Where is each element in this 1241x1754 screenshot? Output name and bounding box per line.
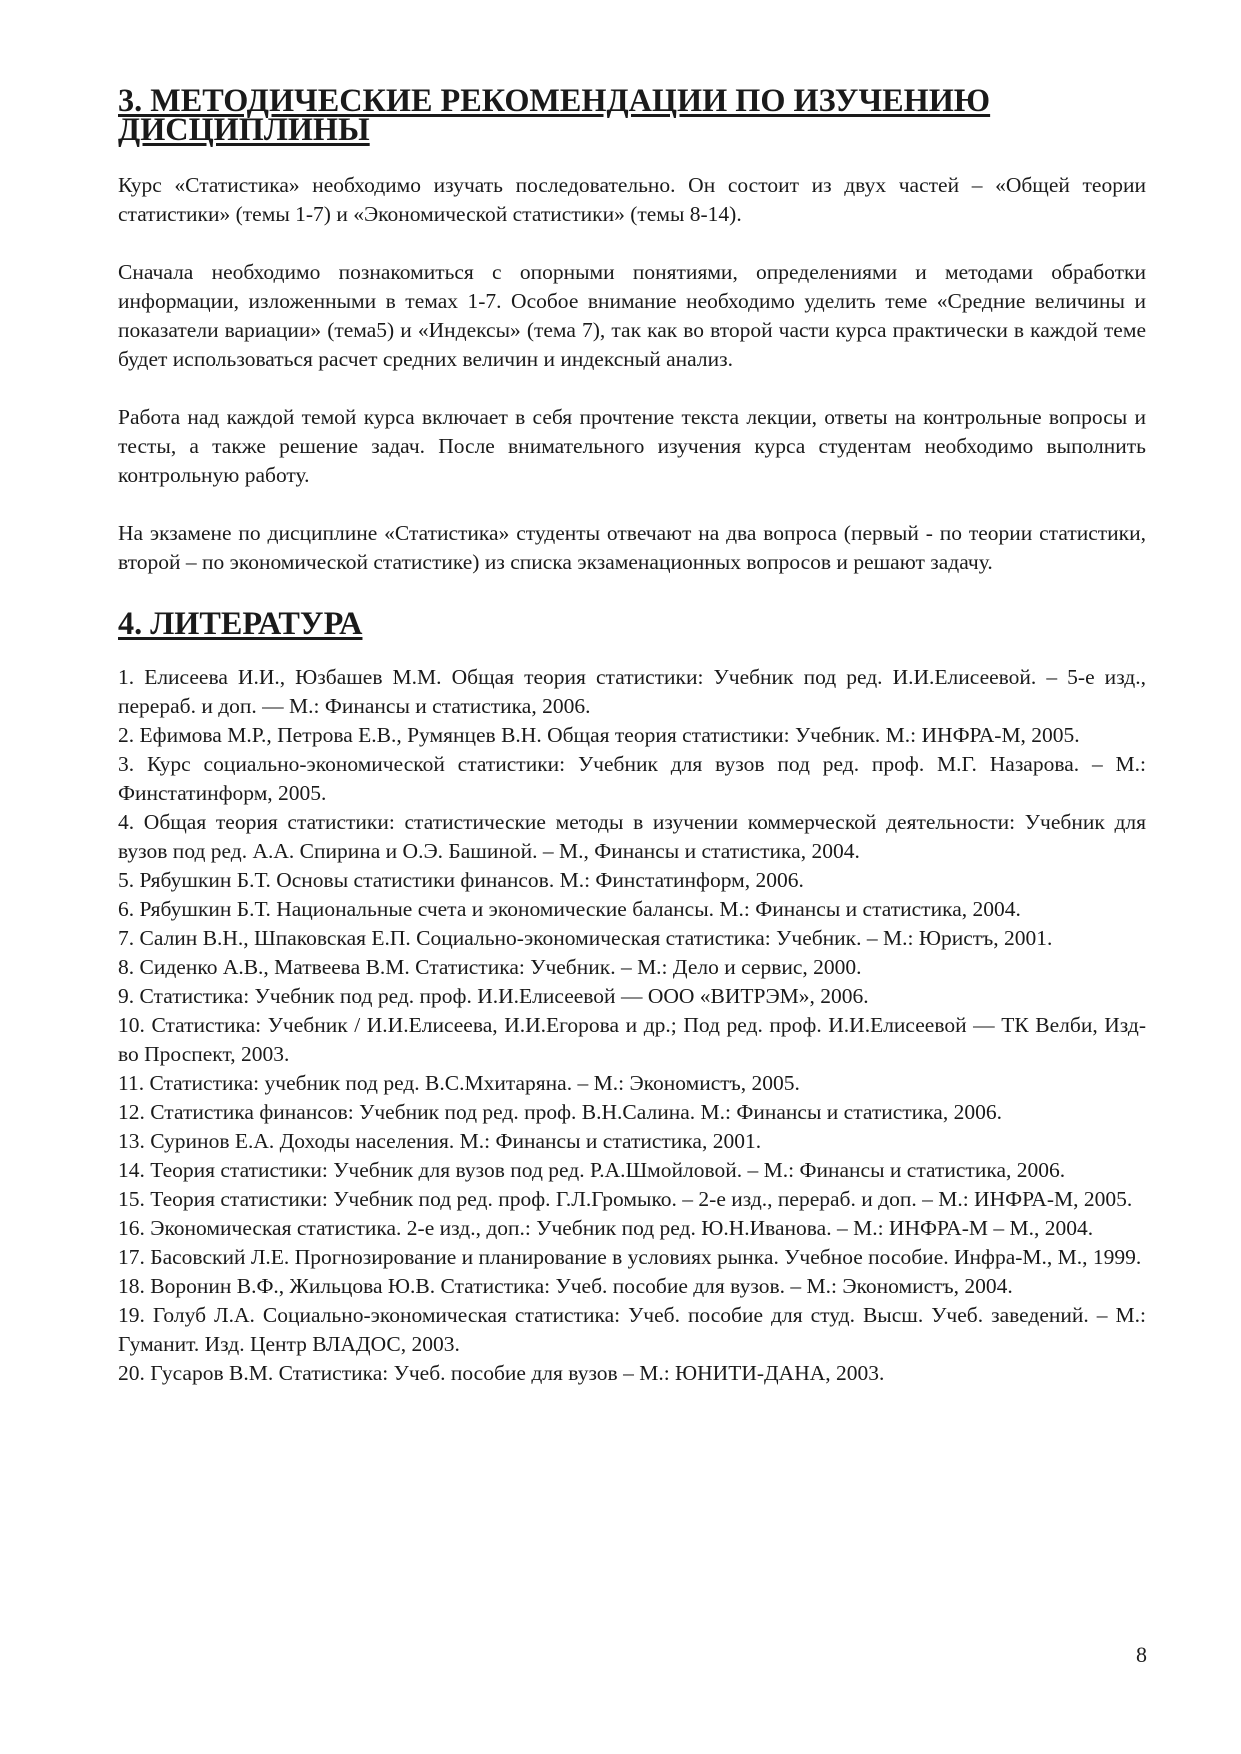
literature-item: 6. Рябушкин Б.Т. Национальные счета и экономические балансы. М.: Финансы и статистика, 2004. xyxy=(118,897,1021,921)
literature-item: 7. Салин В.Н., Шпаковская Е.П. Социально-экономическая статистика: Учебник. – М.: Юристъ, 2001. xyxy=(118,926,1053,950)
literature-item: 13. Суринов Е.А. Доходы населения. М.: Финансы и статистика, 2001. xyxy=(118,1129,762,1153)
literature-item: 12. Статистика финансов: Учебник под ред. проф. В.Н.Салина. М.: Финансы и статистика, 2006. xyxy=(118,1100,1002,1124)
methods-paragraph-1: Курс «Статистика» необходимо изучать последовательно. Он состоит из двух частей – «Общей теории статистики» (темы 1-7) и «Экономической статистики» (темы 8-14). xyxy=(118,173,1146,226)
literature-item: 17. Басовский Л.Е. Прогнозирование и планирование в условиях рынка. Учебное пособие. Инфра-М., М., 1999. xyxy=(118,1245,1142,1269)
literature-item: 14. Теория статистики: Учебник для вузов под ред. Р.А.Шмойловой. – М.: Финансы и статистика, 2006. xyxy=(118,1158,1066,1182)
literature-item: 19. Голуб Л.А. Социально-экономическая статистика: Учеб. пособие для студ. Высш. Учеб. заведений. – М.: Гуманит. Изд. Центр ВЛАДОС, 2003. xyxy=(118,1303,1146,1356)
literature-item: 16. Экономическая статистика. 2-е изд., доп.: Учебник под ред. Ю.Н.Иванова. – М.: ИНФРА-М – М., 2004. xyxy=(118,1216,1094,1240)
literature-item: 3. Курс социально-экономической статистики: Учебник для вузов под ред. проф. М.Г. Назарова. – М.: Финстатинформ, 2005. xyxy=(118,752,1146,805)
literature-item: 1. Елисеева И.И., Юзбашев М.М. Общая теория статистики: Учебник под ред. И.И.Елисеевой. – 5-е изд., перераб. и доп. — М.: Финансы и статистика, 2006. xyxy=(118,665,1146,718)
literature-item: 18. Воронин В.Ф., Жильцова Ю.В. Статистика: Учеб. пособие для вузов. – М.: Экономистъ, 2004. xyxy=(118,1274,1013,1298)
literature-item: 20. Гусаров В.М. Статистика: Учеб. пособие для вузов – М.: ЮНИТИ-ДАНА, 2003. xyxy=(118,1361,885,1385)
literature-item: 11. Статистика: учебник под ред. В.С.Мхитаряна. – М.: Экономистъ, 2005. xyxy=(118,1071,800,1095)
section-heading-methods: 3. МЕТОДИЧЕСКИЕ РЕКОМЕНДАЦИИ ПО ИЗУЧЕНИЮ ДИСЦИПЛИНЫ xyxy=(118,82,991,147)
literature-item: 4. Общая теория статистики: статистические методы в изучении коммерческой деятельности: Учебник для вузов под ред. А.А. Спирина и О.Э. Башиной. – М., Финансы и статистика, 2004. xyxy=(118,810,1146,863)
methods-paragraph-3: Работа над каждой темой курса включает в себя прочтение текста лекции, ответы на контрольные вопросы и тесты, а также решение задач. После внимательного изучения курса студентам необходимо выполнить контрольную работу. xyxy=(118,405,1146,487)
literature-item: 15. Теория статистики: Учебник под ред. проф. Г.Л.Громыко. – 2-е изд., перераб. и доп. – М.: ИНФРА-М, 2005. xyxy=(118,1187,1133,1211)
page-number: 8 xyxy=(1136,1642,1147,1667)
literature-list xyxy=(118,663,1146,1388)
methods-paragraph-4: На экзамене по дисциплине «Статистика» студенты отвечают на два вопроса (первый - по теории статистики, второй – по экономической статистике) из списка экзаменационных вопросов и решают задачу. xyxy=(118,521,1146,574)
literature-item: 5. Рябушкин Б.Т. Основы статистики финансов. М.: Финстатинформ, 2006. xyxy=(118,868,804,892)
literature-item: 9. Статистика: Учебник под ред. проф. И.И.Елисеевой — ООО «ВИТРЭМ», 2006. xyxy=(118,984,869,1008)
literature-item: 10. Статистика: Учебник / И.И.Елисеева, И.И.Егорова и др.; Под ред. проф. И.И.Елисеевой — ТК Велби, Изд-во Проспект, 2003. xyxy=(118,1013,1146,1066)
literature-item: 2. Ефимова М.Р., Петрова Е.В., Румянцев В.Н. Общая теория статистики: Учебник. М.: ИНФРА-М, 2005. xyxy=(118,723,1080,747)
document-page xyxy=(118,82,1146,1388)
section-heading-literature: 4. ЛИТЕРАТУРА xyxy=(118,605,363,641)
methods-paragraph-2: Сначала необходимо познакомиться с опорными понятиями, определениями и методами обработки информации, изложенными в темах 1-7. Особое внимание необходимо уделить теме «Средние величины и показатели вариации» (тема5) и «Индексы» (тема 7), так как во второй части курса практически в каждой теме будет использоваться расчет средних величин и индексный анализ. xyxy=(118,260,1146,371)
literature-item: 8. Сиденко А.В., Матвеева В.М. Статистика: Учебник. – М.: Дело и сервис, 2000. xyxy=(118,955,862,979)
